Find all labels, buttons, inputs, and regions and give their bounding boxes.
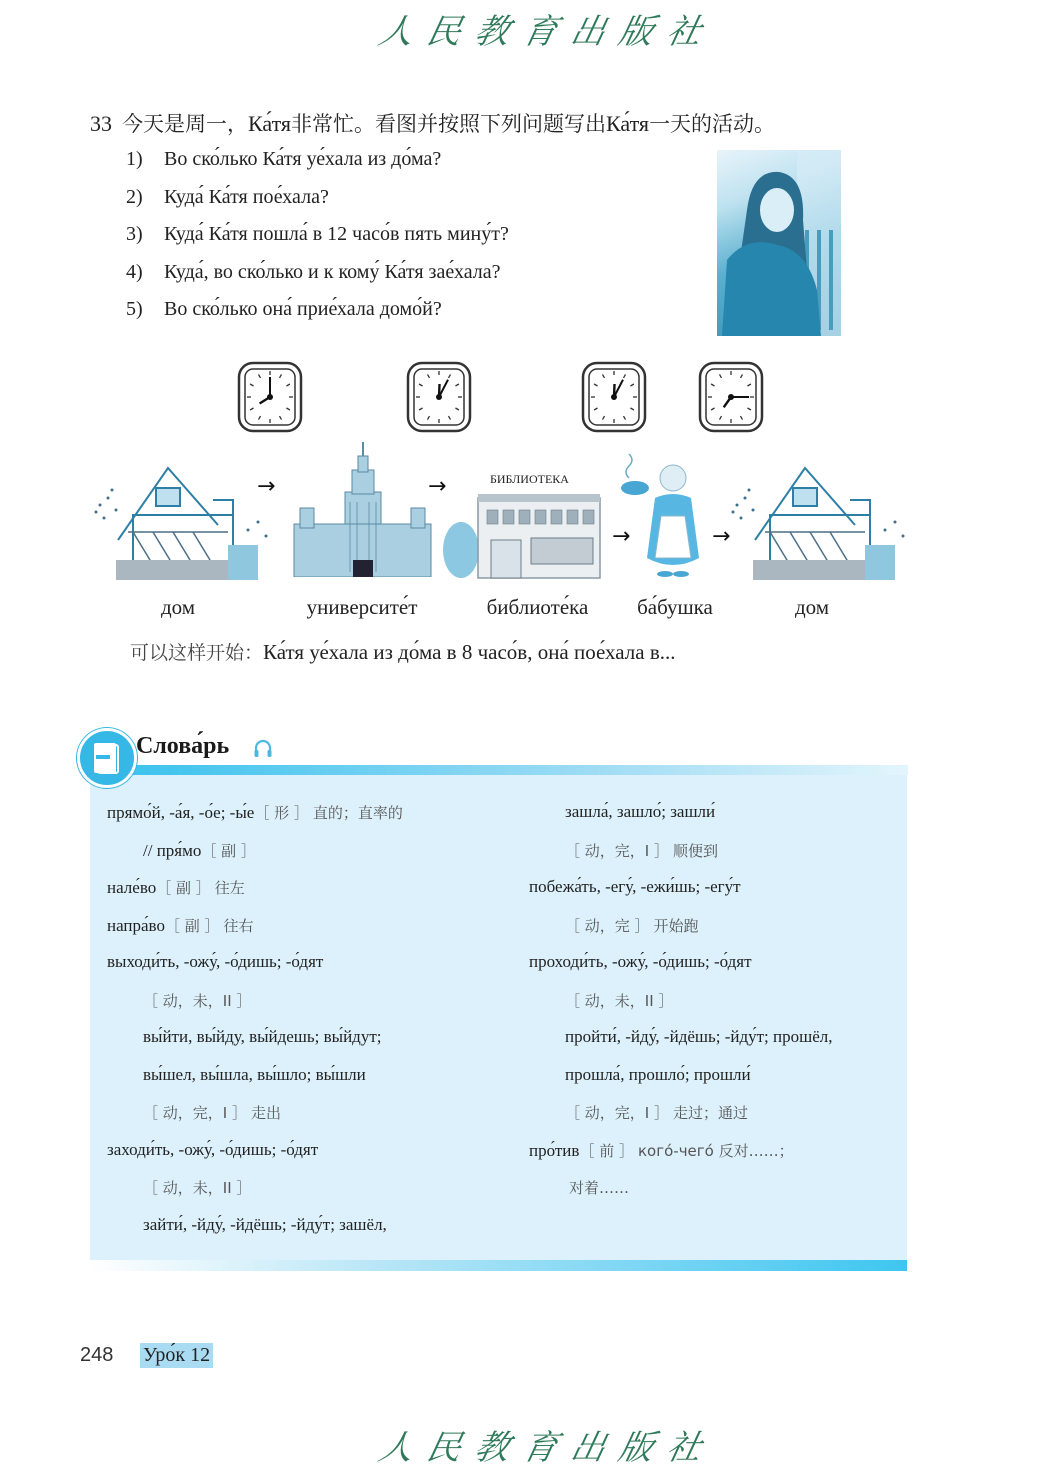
example-start [130, 638, 676, 665]
question-item [126, 298, 509, 336]
vocabulary-footer-bar [90, 1260, 907, 1271]
arrow-icon: → [257, 474, 276, 499]
vocabulary-entry-tag: ［ 动，完，I ］ [565, 1104, 669, 1122]
vocabulary-entry [529, 1140, 899, 1178]
instruction-suffix: 一天的活动。 [649, 112, 776, 136]
vocabulary-entry [107, 877, 517, 915]
university-illustration [290, 442, 435, 577]
katya-photo-figure [717, 150, 841, 336]
vocabulary-entry [529, 1102, 899, 1140]
vocabulary-entry-gloss: 走过；通过 [672, 1104, 748, 1122]
vocabulary-entry-tag: ［ 动，完 ］ [565, 916, 650, 935]
vocabulary-entry-text: напра́во [107, 915, 165, 935]
clock-face [405, 360, 473, 434]
question-number: 4) [126, 260, 143, 283]
instruction-mid: 非常忙。看图并按照下列问题写出 [291, 112, 607, 136]
clock-12-05 [405, 360, 473, 434]
instruction-name-2: Ка́тя [606, 111, 650, 136]
clock-face [697, 360, 765, 434]
page-number: 248 [80, 1344, 114, 1366]
question-number: 3) [126, 223, 143, 245]
question-item [126, 223, 509, 261]
place-label-grandmother: ба́бушка [637, 595, 713, 619]
vocabulary-left-column [107, 802, 517, 1252]
vocabulary-entry-text: пройти́, -йду́, -йдёшь; -йду́т; прошёл, [565, 1027, 833, 1046]
vocabulary-entry-text: выходи́ть, -ожу́, -о́дишь; -о́дят [107, 952, 324, 971]
vocabulary-entry-gloss: 对着…… [569, 1179, 630, 1197]
vocabulary-entry-tag: ［ 动，完，I ］ [143, 1104, 247, 1122]
vocabulary-entry-tag: ［ 动，未，II ］ [143, 991, 252, 1010]
vocabulary-entry-gloss: 往右 [223, 916, 254, 935]
vocabulary-entry [529, 1065, 899, 1103]
vocabulary-entry-text: заходи́ть, -ожу́, -о́дишь; -о́дят [107, 1139, 319, 1159]
vocabulary-entry [107, 990, 517, 1028]
vocabulary-entry [529, 952, 899, 990]
vocabulary-entry-gloss: 顺便到 [672, 841, 718, 860]
katya-photo [717, 150, 841, 336]
vocabulary-entry [529, 915, 899, 953]
vocabulary-entry-text: вы́шел, вы́шла, вы́шло; вы́шли [143, 1064, 366, 1084]
vocabulary-entry-gloss: 走出 [250, 1104, 281, 1122]
clock-center [611, 394, 617, 400]
library-illustration [443, 490, 603, 580]
vocabulary-entry-tag: ［ 动，未，II ］ [143, 1179, 252, 1197]
vocabulary-entry-tag: ［ 动，完，I ］ [565, 841, 669, 860]
vocabulary-entry-gloss: 往左 [214, 879, 245, 897]
vocabulary-entry [529, 990, 899, 1028]
arrow-icon: → [428, 474, 447, 499]
library-sign: БИБЛИОТЕКА [490, 472, 569, 486]
vocabulary-title: Слова́рь [136, 733, 230, 759]
headphones-icon[interactable] [252, 737, 274, 759]
vocabulary-entry [107, 1215, 517, 1253]
vocabulary-entry-gloss: 直的；直率的 [312, 804, 403, 822]
clock-face [236, 360, 304, 434]
vocabulary-entry-tag: ［ 副 ］ [164, 916, 220, 935]
vocabulary-entry-text: проходи́ть, -ожу́, -о́дишь; -о́дят [529, 952, 752, 971]
question-text: Куда́ Ка́тя пошла́ в 12 часо́в пять мину́т? [164, 223, 509, 245]
place-label-library: библиоте́ка [486, 595, 589, 619]
place-label-home: дом [160, 595, 196, 619]
question-number: 1) [126, 148, 143, 170]
vocabulary-entry-text: // пря́мо [143, 840, 202, 860]
vocabulary-entry [107, 1140, 517, 1178]
vocabulary-entry [529, 840, 899, 878]
house-illustration [88, 460, 276, 585]
question-text: Во ско́лько Ка́тя уе́хала из до́ма? [164, 148, 442, 170]
vocabulary-entry-tag: ［ 形 ］ [254, 804, 309, 822]
vocabulary-entry-text: прошла́, прошло́; прошли́ [565, 1064, 751, 1084]
vocabulary-entry [529, 1027, 899, 1065]
vocabulary-entry-text: побежа́ть, -егу́, -ежи́шь; -егу́т [529, 877, 741, 896]
question-item [126, 261, 509, 299]
vocabulary-entry-text: вы́йти, вы́йду, вы́йдешь; вы́йдут; [143, 1027, 382, 1046]
vocabulary-entry-tag: ［ 前 ］ [579, 1141, 634, 1160]
place-label-home-2: дом [794, 595, 830, 619]
exercise-number: 33 [90, 111, 112, 136]
lesson-label: Уро́к 12 [140, 1343, 213, 1368]
vocabulary-entry [529, 877, 899, 915]
vocabulary-entry-text: про́тив [529, 1140, 580, 1160]
publisher-logo-top: 人民教育出版社 [375, 12, 720, 52]
vocabulary-entry-tag: ［ 动，未，II ］ [565, 991, 674, 1010]
place-label-university: университе́т [306, 595, 418, 619]
question-number: 5) [126, 298, 143, 320]
arrow-icon: → [612, 524, 631, 549]
vocabulary-entry-text: нале́во [107, 878, 157, 897]
book-icon [77, 728, 137, 788]
vocabulary-entry [107, 1177, 517, 1215]
clock-7-15 [697, 360, 765, 434]
vocabulary-entry [529, 802, 899, 840]
question-text: Куда́ Ка́тя пое́хала? [164, 185, 329, 208]
vocabulary-entry-gloss: кого́-чего́ 反对……； [637, 1141, 794, 1160]
question-number: 2) [126, 185, 143, 208]
arrow-icon: → [712, 524, 731, 549]
question-text: Во ско́лько она́ прие́хала домо́й? [164, 298, 442, 320]
vocabulary-entry-text: зайти́, -йду́, -йдёшь; -йду́т; зашёл, [143, 1214, 387, 1234]
vocabulary-entry-tag: ［ 副 ］ [156, 879, 211, 897]
vocabulary-entry [107, 915, 517, 953]
clock-8-00 [236, 360, 304, 434]
publisher-logo-bottom: 人民教育出版社 [375, 1428, 720, 1468]
grandmother-illustration [615, 448, 715, 580]
instruction-prefix: 今天是周一， [122, 112, 248, 136]
question-item [126, 186, 509, 224]
clock-12-05-b [580, 360, 648, 434]
vocabulary-entry [107, 1027, 517, 1065]
vocabulary-entry-tag: ［ 副 ］ [201, 841, 256, 860]
example-start-prefix: 可以这样开始： [130, 642, 264, 664]
vocabulary-entry [107, 802, 517, 840]
clock-center [728, 394, 734, 400]
vocabulary-right-column [529, 802, 899, 1215]
question-list [126, 148, 509, 336]
question-text: Куда́, во ско́лько и к кому́ Ка́тя зае́хала? [164, 260, 501, 283]
clock-center [436, 394, 442, 400]
vocabulary-entry [107, 1102, 517, 1140]
exercise-title [90, 108, 775, 138]
house-illustration-2 [725, 460, 910, 585]
vocabulary-entry [529, 1177, 899, 1215]
clock-face [580, 360, 648, 434]
question-item [126, 148, 509, 186]
vocabulary-entry [107, 840, 517, 878]
vocabulary-entry-text: зашла́, зашло́; зашли́ [565, 802, 716, 821]
clock-center [267, 394, 273, 400]
vocabulary-entry-gloss: 开始跑 [653, 916, 699, 935]
example-start-text: Ка́тя уе́хала из до́ма в 8 часо́в, она́ пое́хала в... [263, 640, 676, 664]
vocabulary-entry [107, 1065, 517, 1103]
vocabulary-header-bar [128, 765, 908, 775]
vocabulary-entry-text: прямо́й, -а́я, -о́е; -ы́е [107, 803, 255, 822]
vocabulary-entry [107, 952, 517, 990]
instruction-name: Ка́тя [248, 111, 292, 136]
